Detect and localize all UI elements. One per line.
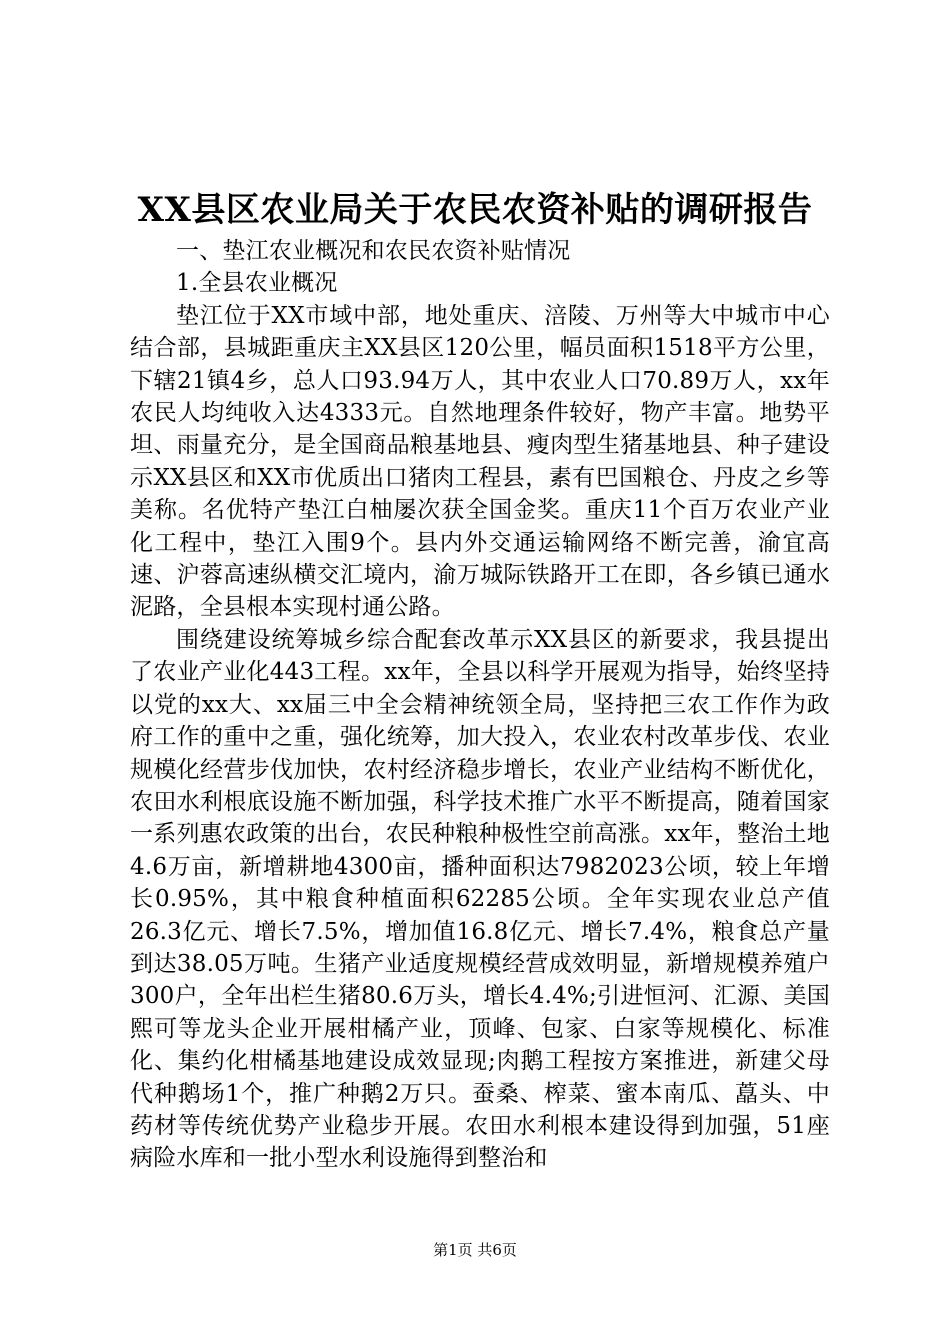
- document-title: XX县区农业局关于农民农资补贴的调研报告: [137, 190, 813, 230]
- section-heading: 一、垫江农业概况和农民农资补贴情况: [176, 238, 571, 264]
- paragraph-development: 围绕建设统筹城乡综合配套改革示XX县区的新要求，我县提出了农业产业化443工程。xx年，全县以科学开展观为指导，始终坚持以党的xx大、xx届三中全会精神统领全局，坚持把三农工作作为政府工作的重中之重，强化统筹，加大投入，农业农村改革步伐、农业规模化经营步伐加快，农村经济稳步增长，农业产业结构不断优化，农田水利根底设施不断加强，科学技术推广水平不断提高，随着国家一系列惠农政策的出台，农民种粮种极性空前高涨。xx年，整治土地4.6万亩，新增耕地4300亩，播种面积达7982023公顷，较上年增长0.95%，其中粮食种植面积62285公顷。全年实现农业总产值26.3亿元、增长7.5%，增加值16.8亿元、增长7.4%，粮食总产量到达38.05万吨。生猪产业适度规模经营成效明显，新增规模养殖户300户，全年出栏生猪80.6万头，增长4.4%;引进恒河、汇源、美国熙可等龙头企业开展柑橘产业，顶峰、包家、白家等规模化、标准化、集约化柑橘基地建设成效显现;肉鹅工程按方案推进，新建父母代种鹅场1个，推广种鹅2万只。蚕桑、榨菜、蜜本南瓜、藠头、中药材等传统优势产业稳步开展。农田水利根本建设得到加强，51座病险水库和一批小型水利设施得到整治和: [130, 626, 830, 1172]
- document-body: [130, 235, 830, 1175]
- subsection-heading: 1.全县农业概况: [176, 270, 338, 297]
- paragraph-overview: 垫江位于XX市域中部，地处重庆、涪陵、万州等大中城市中心结合部，县城距重庆主XX县区120公里，幅员面积1518平方公里，下辖21镇4乡，总人口93.94万人，其中农业人口70.89万人，xx年农民人均纯收入达4333元。自然地理条件较好，物产丰富。地势平坦、雨量充分，是全国商品粮基地县、瘦肉型生猪基地县、种子建设示XX县区和XX市优质出口猪肉工程县，素有巴国粮仓、丹皮之乡等美称。名优特产垫江白柚屡次获全国金奖。重庆11个百万农业产业化工程中，垫江入围9个。县内外交通运输网络不断完善，渝宜高速、沪蓉高速纵横交汇境内，渝万城际铁路开工在即，各乡镇已通水泥路，全县根本实现村通公路。: [130, 302, 830, 621]
- page-footer: 第1页 共6页: [433, 1241, 517, 1259]
